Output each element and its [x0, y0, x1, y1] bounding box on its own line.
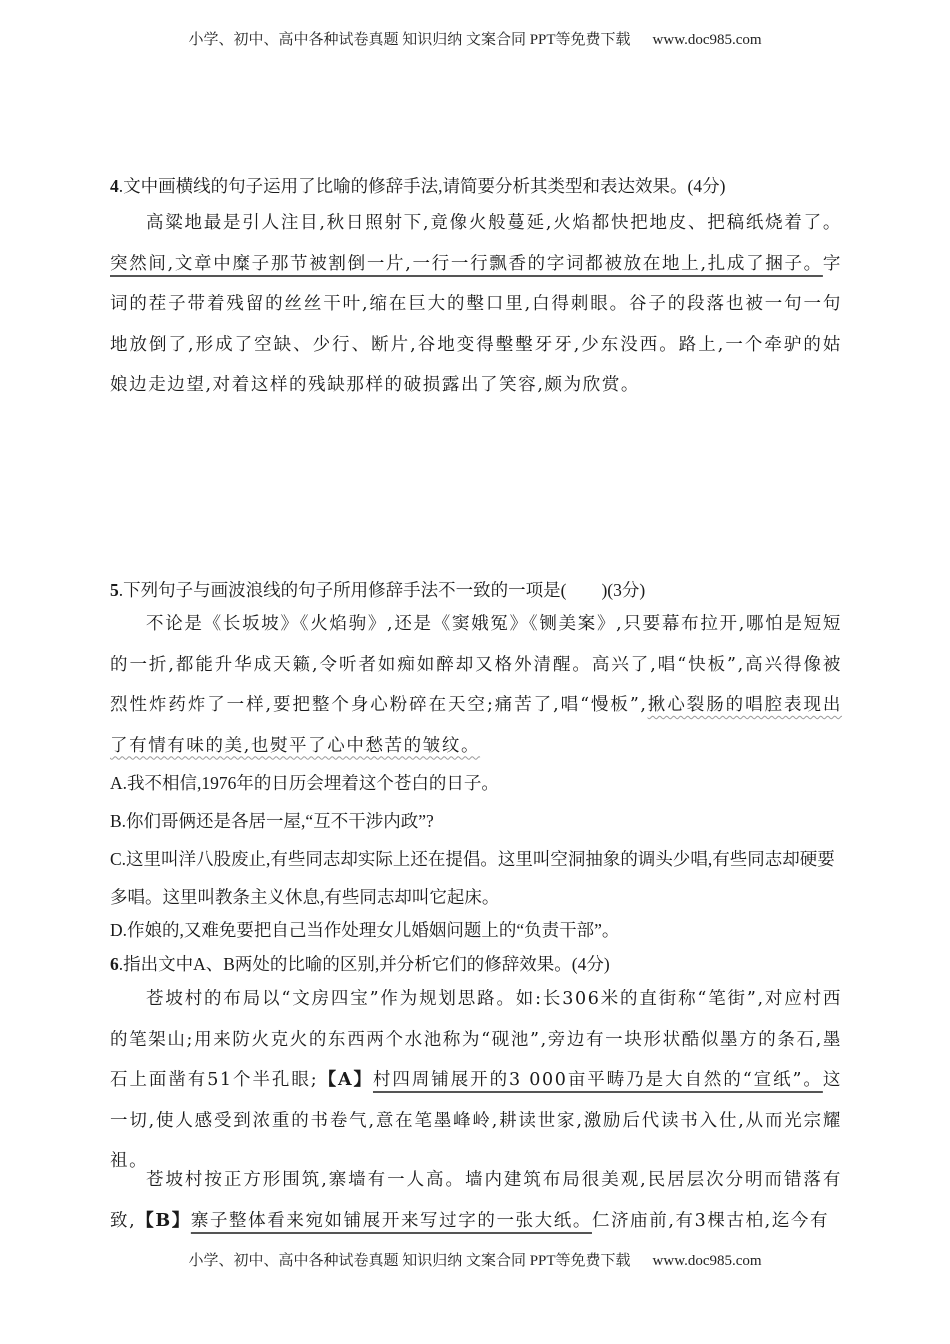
- passage-text: 苍坡村按正方形围筑,寨墙有一人高。墙内建筑布局很美观,民居层次分明而错落有致,: [110, 1170, 842, 1231]
- page-header: [0, 28, 950, 49]
- question-5-passage: [110, 604, 842, 766]
- question-number: 6: [110, 954, 119, 974]
- footer-url: www.doc985.com: [652, 1253, 762, 1269]
- passage-text: 苍坡村的布局以“文房四宝”作为规划思路。如:长306米的直街称“笔街”,对应村西的笔架山;用来防火克火的东西两个水池称为“砚池”,旁边有一块形状酷似墨方的条石,墨石上面凿有51个半孔眼;: [110, 989, 842, 1090]
- underlined-sentence-a: 村四周铺展开的3 000亩平畴乃是大自然的“宣纸”。: [372, 1070, 823, 1090]
- passage-text: 字词的茬子带着残留的丝丝干叶,缩在巨大的墼口里,白得刺眼。谷子的段落也被一句一句地放倒了,形成了空缺、少行、断片,谷地变得墼墼牙牙,少东没西。路上,一个牵驴的姑娘边走边望,对着这样的残缺那样的破损露出了笑容,颇为欣赏。: [110, 253, 842, 395]
- question-text: .指出文中A、B两处的比喻的区别,并分析它们的修辞效果。(4分): [118, 954, 610, 974]
- question-4-prompt: [110, 168, 845, 204]
- question-text: .下列句子与画波浪线的句子所用修辞手法不一致的一项是( )(3分): [118, 580, 646, 600]
- passage-text: 不论是《长坂坡》《火焰驹》,还是《窦娥冤》《铡美案》,只要幕布拉开,哪怕是短短的一折,都能升华成天籁,令听者如痴如醉却又格外清醒。高兴了,唱“快板”,高兴得像被烈性炸药炸了一样,要把整个身心粉碎在天空;痛苦了,唱“慢板”,: [110, 614, 842, 715]
- option-c: C.这里叫洋八股废止,有些同志却实际上还在提倡。这里叫空洞抽象的调头少唱,有些同志却硬要多唱。这里叫教条主义休息,有些同志却叫它起床。: [110, 849, 835, 907]
- marker-a: 【A】: [318, 1070, 373, 1090]
- header-url: www.doc985.com: [652, 32, 762, 48]
- footer-text: 小学、初中、高中各种试卷真题 知识归纳 文案合同 PPT等免费下载: [188, 1253, 631, 1269]
- passage-text: 这一切,使人感受到浓重的书卷气,意在笔墨峰岭,耕读世家,激励后代读书入仕,从而光宗耀祖。: [110, 1070, 842, 1171]
- underlined-sentence-b: 寨子整体看来宛如铺展开来写过字的一张大纸。: [190, 1210, 592, 1231]
- option-d: D.作娘的,又难免要把自己当作处理女儿婚姻问题上的“负责干部”。: [110, 920, 620, 940]
- header-text: 小学、初中、高中各种试卷真题 知识归纳 文案合同 PPT等免费下载: [188, 32, 631, 48]
- question-6-paragraph-2: [110, 1160, 842, 1241]
- option-b: B.你们哥俩还是各居一屋,“互不干涉内政”?: [110, 811, 434, 831]
- marker-b: 【B】: [136, 1210, 191, 1231]
- page-footer: [0, 1249, 950, 1270]
- question-number: 5: [110, 580, 119, 600]
- passage-text: 仁济庙前,有3棵古柏,迄今有: [591, 1210, 830, 1231]
- question-6-paragraph-1: [110, 979, 842, 1182]
- question-5-prompt: [110, 572, 845, 608]
- passage-text: 高粱地最是引人注目,秋日照射下,竟像火般蔓延,火焰都快把地皮、把稿纸烧着了。: [146, 213, 842, 233]
- question-number: 4: [110, 176, 119, 196]
- option-a: A.我不相信,1976年的日历会埋着这个苍白的日子。: [110, 773, 499, 793]
- underlined-sentence: 突然间,文章中糜子那节被割倒一片,一行一行飘香的字词都被放在地上,扎成了捆子。: [110, 253, 823, 274]
- question-4-passage: [110, 203, 842, 406]
- wavy-underlined-sentence: 揪心裂肠的唱腔表现出了有情有味的美,也熨平了心中愁苦的皱纹。: [110, 695, 843, 756]
- question-6-prompt: [110, 946, 845, 982]
- question-text: .文中画横线的句子运用了比喻的修辞手法,请简要分析其类型和表达效果。(4分): [118, 176, 726, 196]
